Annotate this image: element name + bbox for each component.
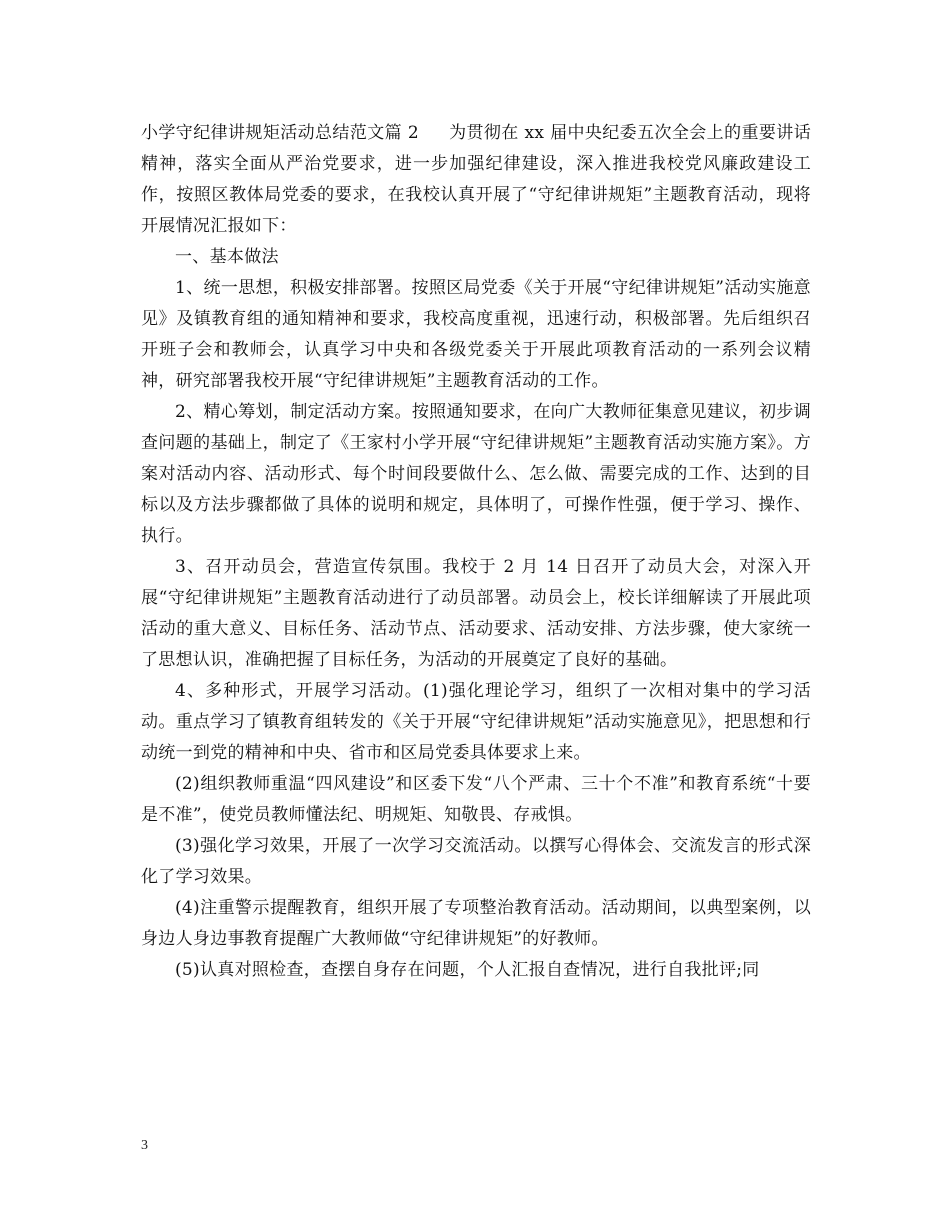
paragraph-subitem-2: (2)组织教师重温“四风建设”和区委下发“八个严肃、三十个不准”和教育系统“十要是不准”，使党员教师懂法纪、明规矩、知敬畏、存戒惧。 bbox=[141, 774, 811, 825]
paragraph-item-4: 4、多种形式，开展学习活动。(1)强化理论学习，组织了一次相对集中的学习活动。重点学习了镇教育组转发的《关于开展“守纪律讲规矩”活动实施意见》，把思想和行动统一到党的精神和中央、省市和区局党委具体要求上来。 bbox=[141, 681, 811, 763]
paragraph-subitem-3: (3)强化学习效果，开展了一次学习交流活动。以撰写心得体会、交流发言的形式深化了学习效果。 bbox=[141, 836, 811, 887]
paragraph-item-3: 3、召开动员会，营造宣传氛围。我校于 2 月 14 日召开了动员大会，对深入开展“守纪律讲规矩”主题教育活动进行了动员部署。动员会上，校长详细解读了开展此项活动的重大意义、目标任务、活动节点、活动要求、活动安排、方法步骤，使大家统一了思想认识，准确把握了目标任务，为活动的开展奠定了良好的基础。 bbox=[141, 557, 811, 670]
paragraph-subitem-4: (4)注重警示提醒教育，组织开展了专项整治教育活动。活动期间，以典型案例，以身边人身边事教育提醒广大教师做“守纪律讲规矩”的好教师。 bbox=[141, 898, 811, 949]
page-number: 3 bbox=[141, 1138, 148, 1153]
section-heading: 一、基本做法 bbox=[175, 247, 279, 267]
paragraph-subitem-5: (5)认真对照检查，查摆自身存在问题，个人汇报自查情况，进行自我批评;同 bbox=[175, 960, 760, 980]
paragraph-item-2: 2、精心筹划，制定活动方案。按照通知要求，在向广大教师征集意见建议，初步调查问题的基础上，制定了《王家村小学开展“守纪律讲规矩”主题教育活动实施方案》。方案对活动内容、活动形式、每个时间段要做什么、怎么做、需要完成的工作、达到的目标以及方法步骤都做了具体的说明和规定，具体明了，可操作性强，便于学习、操作、执行。 bbox=[141, 402, 811, 546]
paragraph-item-1: 1、统一思想，积极安排部署。按照区局党委《关于开展“守纪律讲规矩”活动实施意见》及镇教育组的通知精神和要求，我校高度重视，迅速行动，积极部署。先后组织召开班子会和教师会，认真学习中央和各级党委关于开展此项教育活动的一系列会议精神，研究部署我校开展“守纪律讲规矩”主题教育活动的工作。 bbox=[141, 278, 811, 391]
document-body bbox=[141, 118, 811, 986]
intro-paragraph bbox=[141, 118, 811, 242]
intro-text: 为贯彻在 xx 届中央纪委五次全会上的重要讲话精神，落实全面从严治党要求，进一步加强纪律建设，深入推进我校党风廉政建设工作，按照区教体局党委的要求，在我校认真开展了“守纪律讲规矩”主题教育活动，现将开展情况汇报如下： bbox=[141, 123, 811, 236]
document-title: 小学守纪律讲规矩活动总结范文篇 2 bbox=[141, 123, 419, 143]
